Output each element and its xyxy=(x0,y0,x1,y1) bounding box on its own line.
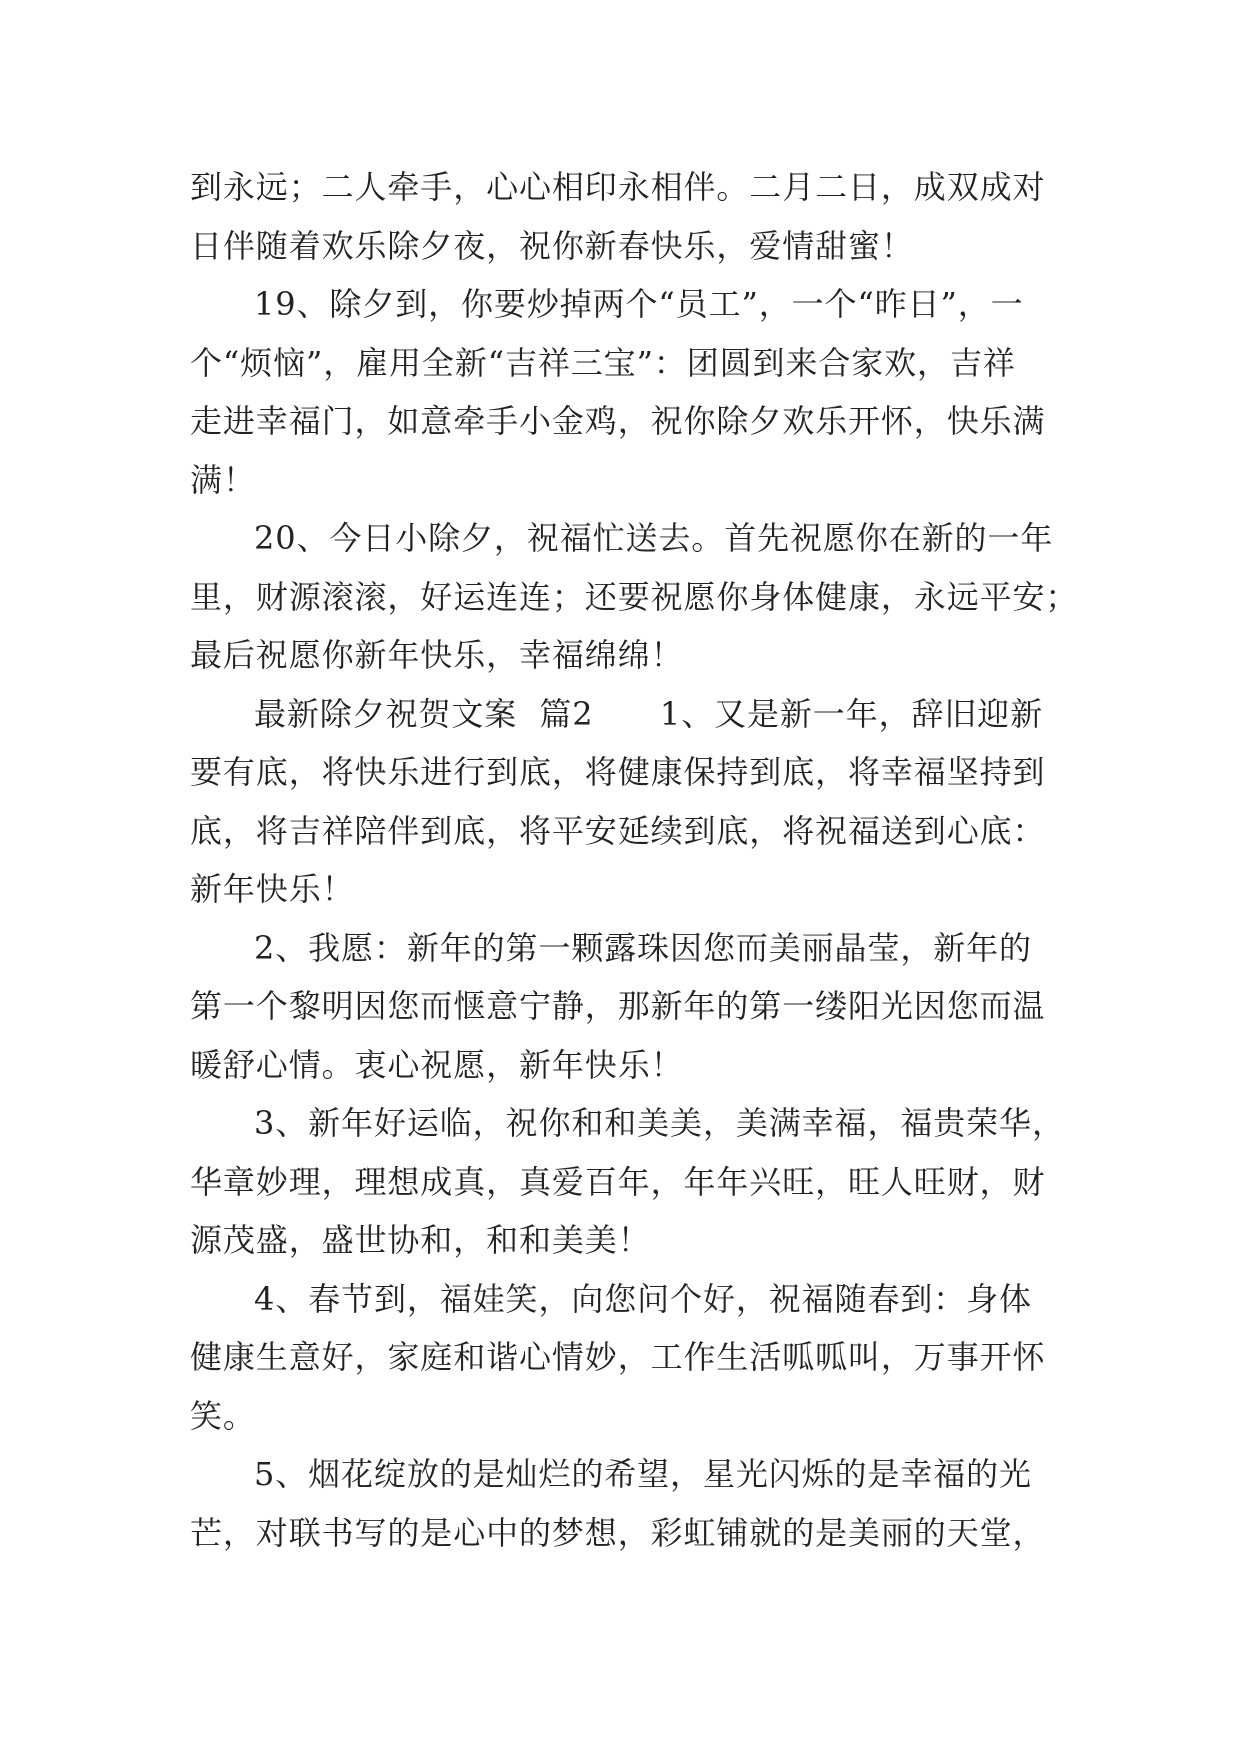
text-line: 源茂盛，盛世协和，和和美美！ xyxy=(190,1221,651,1259)
text-line: 要有底，将快乐进行到底，将健康保持到底，将幸福坚持到 xyxy=(190,753,1046,791)
text-line: 4、春节到，福娃笑，向您问个好，祝福随春到：身体 xyxy=(254,1279,1032,1318)
text-line: 20、今日小除夕，祝福忙送去。首先祝愿你在新的一年 xyxy=(254,519,1054,557)
text-line: 华章妙理，理想成真，真爱百年，年年兴旺，旺人旺财，财 xyxy=(190,1162,1046,1201)
text-line: 到永远；二人牵手，心心相印永相伴。二月二日，成双成对 xyxy=(190,168,1046,206)
text-line: 日伴随着欢乐除夕夜，祝你新春快乐，爱情甜蜜！ xyxy=(190,226,914,265)
text-line: 暖舒心情。衷心祝愿，新年快乐！ xyxy=(190,1045,684,1084)
text-line: 里，财源滚滚，好运连连；还要祝愿你身体健康，永远平安； xyxy=(190,577,1079,616)
text-line: 健康生意好，家庭和谐心情妙，工作生活呱呱叫，万事开怀 xyxy=(190,1338,1046,1376)
text-line: 满！ xyxy=(190,460,256,499)
text-line: 最后祝愿你新年快乐，幸福绵绵！ xyxy=(190,636,684,674)
text-line: 个“烦恼”，雇用全新“吉祥三宝”：团圆到来合家欢，吉祥 xyxy=(190,343,1016,382)
text-line: 新年快乐！ xyxy=(190,870,355,908)
text-line: 底，将吉祥陪伴到底，将平安延续到底，将祝福送到心底： xyxy=(190,811,1046,850)
document-page xyxy=(190,158,1079,1562)
text-line: 芒，对联书写的是心中的梦想，彩虹铺就的是美丽的天堂， xyxy=(190,1513,1046,1552)
text-line: 19、除夕到，你要炒掉两个“员工”，一个“昨日”，一 xyxy=(254,285,1024,323)
text-line: 走进幸福门，如意牵手小金鸡，祝你除夕欢乐开怀，快乐满 xyxy=(190,402,1046,440)
text-line: 笑。 xyxy=(190,1396,256,1435)
text-line: 5、烟花绽放的是灿烂的希望，星光闪烁的是幸福的光 xyxy=(254,1455,1032,1493)
text-line: 2、我愿：新年的第一颗露珠因您而美丽晶莹，新年的 xyxy=(254,928,1032,967)
text-line: 第一个黎明因您而惬意宁静，那新年的第一缕阳光因您而温 xyxy=(190,987,1046,1025)
text-line: 3、新年好运临，祝你和和美美，美满幸福，福贵荣华， xyxy=(254,1104,1065,1142)
section-heading-line: 最新除夕祝贺文案 篇2 1、又是新一年，辞旧迎新 xyxy=(254,694,1044,733)
